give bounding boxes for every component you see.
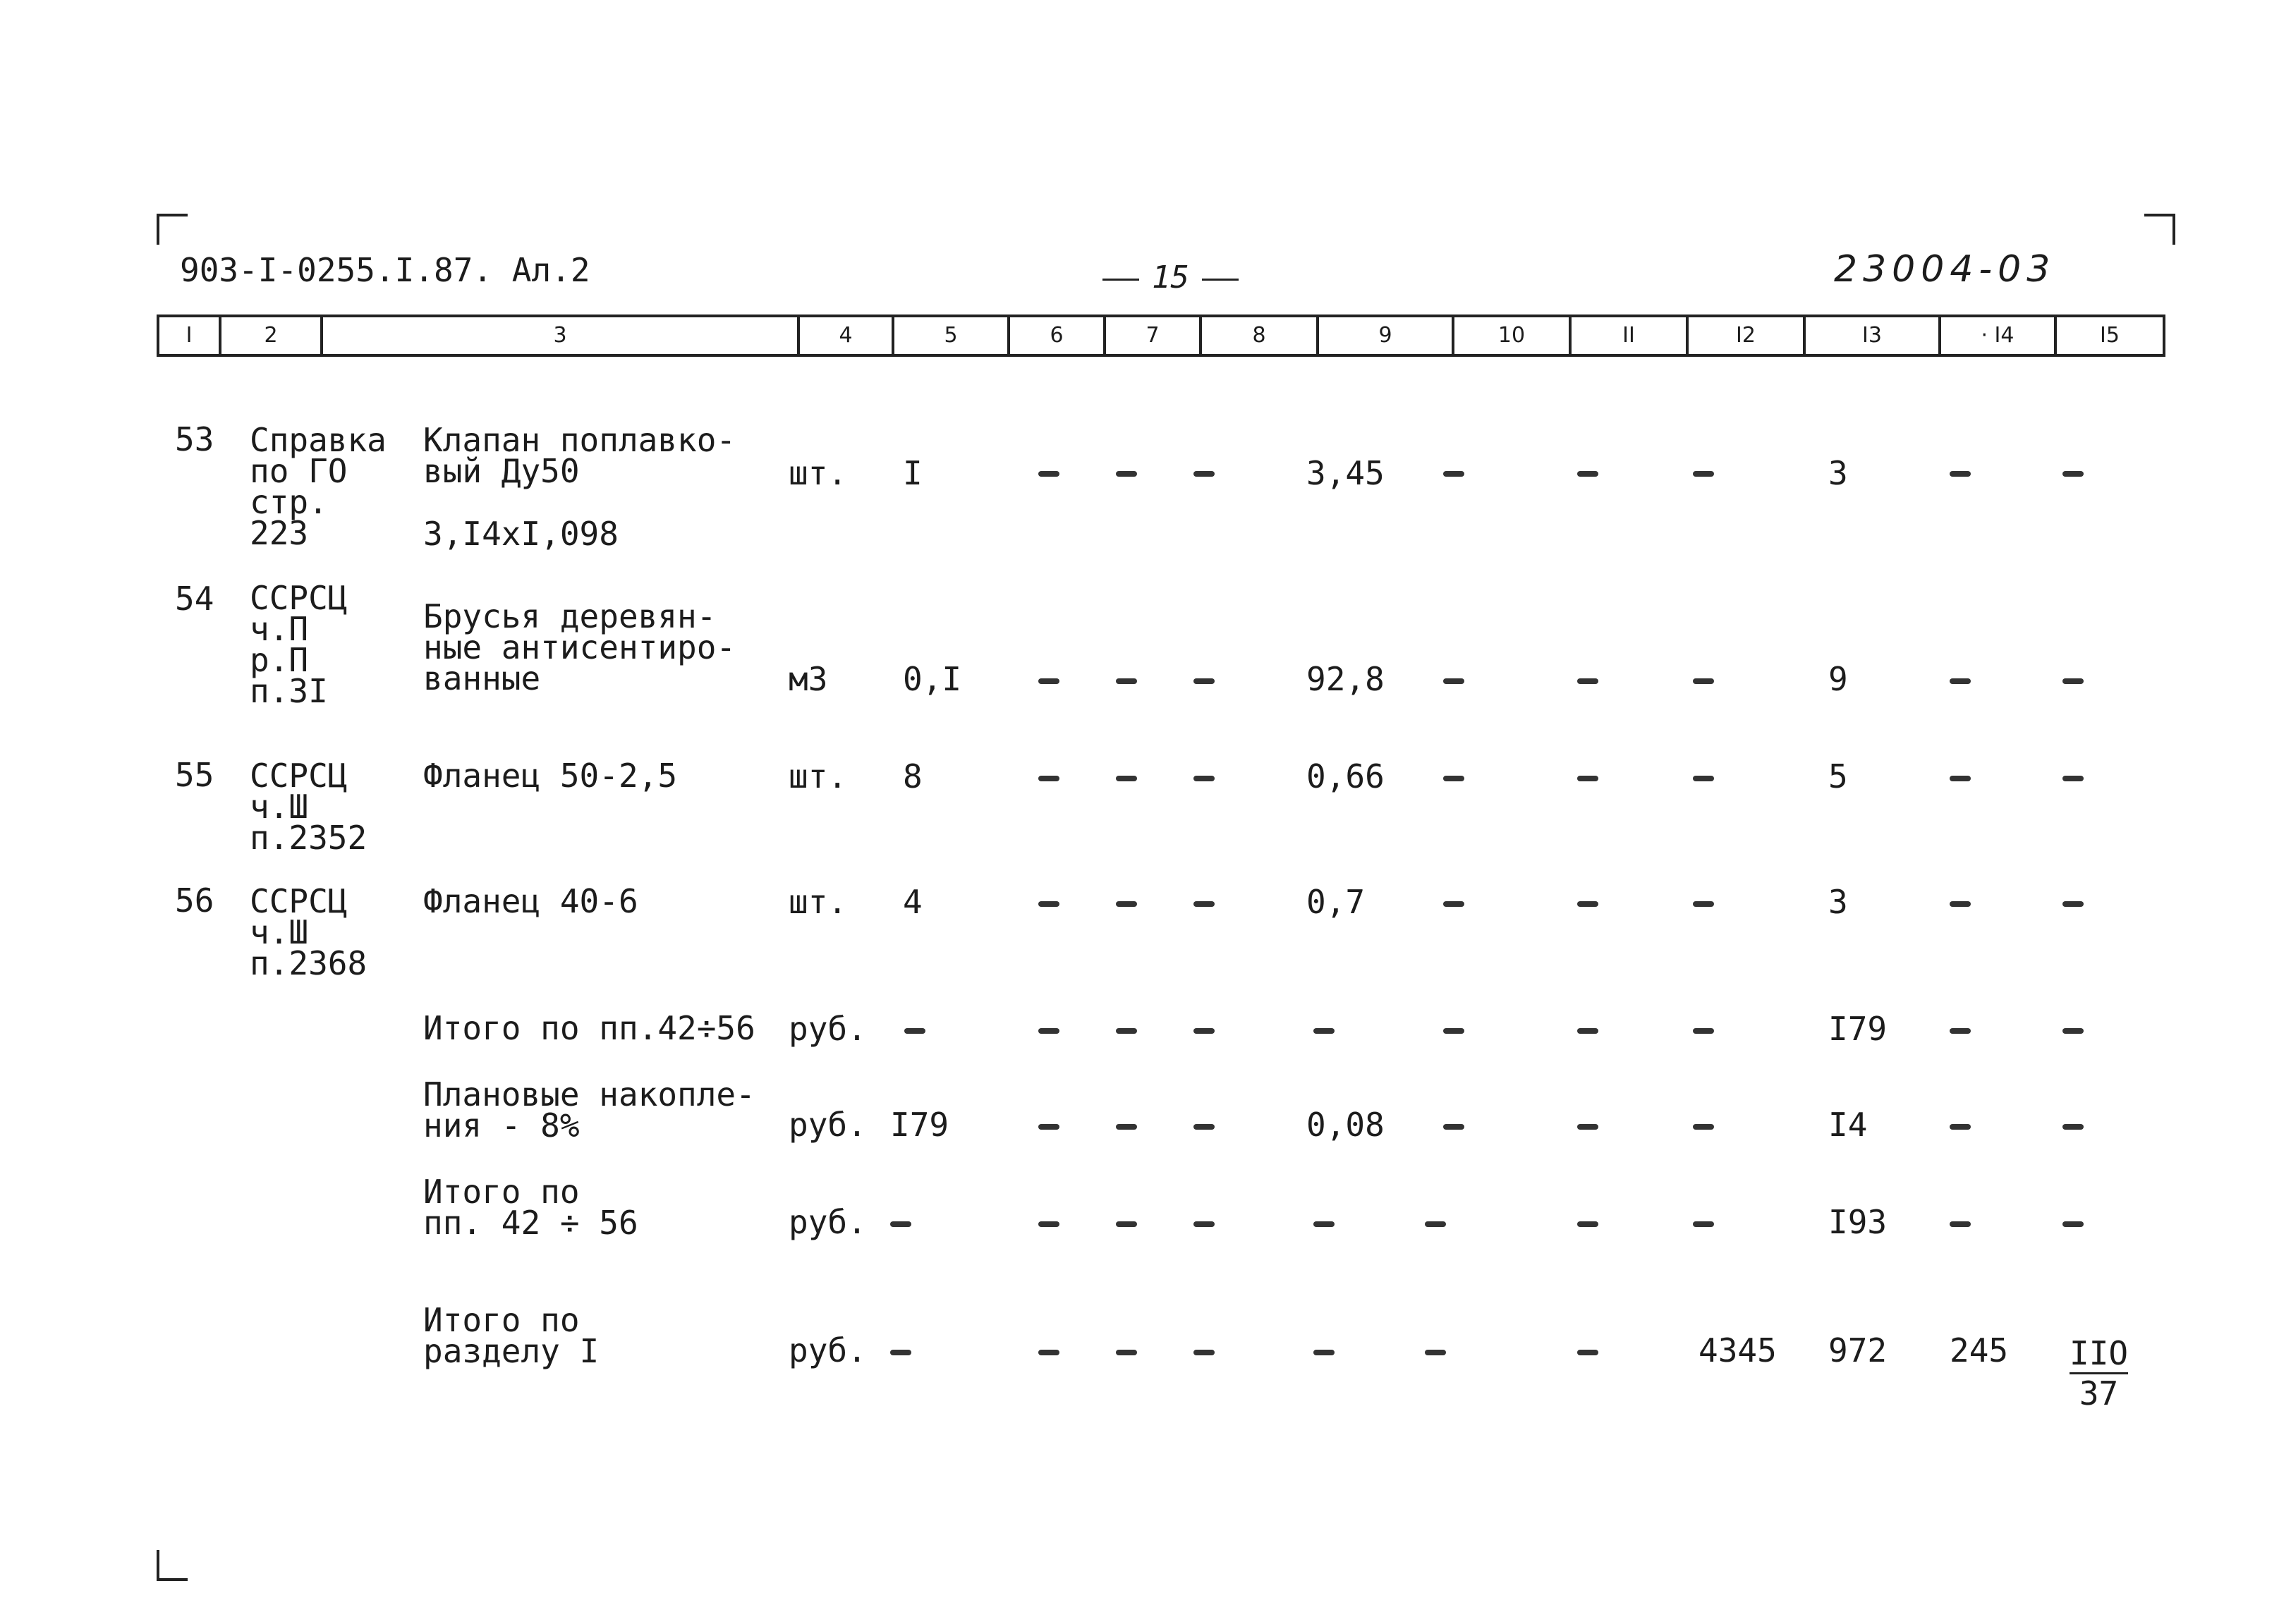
dash bbox=[1038, 776, 1059, 781]
total-col14: 245 bbox=[1950, 1331, 2009, 1369]
row-index: 56 bbox=[175, 881, 214, 920]
dash bbox=[1443, 1028, 1464, 1034]
document-code: 903-I-0255.I.87. Ал.2 bbox=[180, 251, 590, 289]
dash bbox=[1038, 1028, 1059, 1034]
name-line: Итого по bbox=[423, 1173, 580, 1211]
basis-line: 223 bbox=[250, 514, 309, 552]
fraction-numerator: IIO bbox=[2070, 1334, 2128, 1374]
dash bbox=[2062, 776, 2084, 781]
name-line: Итого по bbox=[423, 1301, 580, 1339]
name-line: Брусья деревян- bbox=[423, 597, 717, 635]
column-number: I5 bbox=[2100, 323, 2120, 348]
dash bbox=[1693, 1124, 1714, 1130]
row-unit: м3 bbox=[789, 660, 828, 698]
dash bbox=[1038, 1350, 1059, 1355]
row-unit: шт. bbox=[789, 883, 848, 921]
dash bbox=[890, 1221, 911, 1227]
column-number: 4 bbox=[800, 317, 894, 354]
dash bbox=[1577, 901, 1598, 907]
basis-line: р.П bbox=[250, 641, 309, 679]
basis-line: Справка bbox=[250, 421, 387, 459]
dash bbox=[1950, 678, 1971, 684]
total-name bbox=[423, 1009, 755, 1047]
dash bbox=[1193, 471, 1215, 477]
column-number-strip bbox=[157, 315, 2165, 357]
column-number: 10 bbox=[1454, 317, 1572, 354]
dash bbox=[1693, 776, 1714, 781]
column-number: 5 bbox=[894, 317, 1010, 354]
basis-line: ч.Ш bbox=[250, 913, 309, 951]
dash bbox=[1193, 1124, 1215, 1130]
row-col13: 5 bbox=[1828, 757, 1848, 795]
dash bbox=[1116, 1221, 1137, 1227]
column-number: 3 bbox=[323, 317, 800, 354]
basis-line: п.2352 bbox=[250, 819, 367, 857]
dash bbox=[1443, 1124, 1464, 1130]
dash bbox=[1950, 901, 1971, 907]
row-col9: 92,8 bbox=[1306, 660, 1385, 698]
dash bbox=[1038, 1221, 1059, 1227]
dash bbox=[1577, 1350, 1598, 1355]
row-qty: 0,I bbox=[903, 660, 962, 698]
row-basis bbox=[250, 579, 348, 710]
total-col13: I93 bbox=[1828, 1203, 1888, 1241]
row-col9: 0,66 bbox=[1306, 757, 1385, 795]
dash bbox=[1693, 1028, 1714, 1034]
total-col13: I4 bbox=[1828, 1106, 1868, 1144]
dash bbox=[1116, 901, 1137, 907]
row-col9: 0,7 bbox=[1306, 883, 1366, 921]
dash bbox=[2062, 678, 2084, 684]
name-line: ные антисентиро- bbox=[423, 628, 736, 666]
dash bbox=[1425, 1221, 1446, 1227]
row-col9: 3,45 bbox=[1306, 454, 1385, 492]
dash bbox=[1038, 901, 1059, 907]
corner-mark-top-right bbox=[2144, 214, 2175, 245]
column-number: I3 bbox=[1806, 317, 1941, 354]
row-qty: 8 bbox=[903, 757, 923, 795]
dash bbox=[904, 1028, 925, 1034]
dash bbox=[1950, 1124, 1971, 1130]
row-basis bbox=[250, 421, 387, 552]
fraction-denominator: 37 bbox=[2079, 1374, 2119, 1412]
basis-line: п.3I bbox=[250, 672, 328, 710]
name-line: пп. 42 ÷ 56 bbox=[423, 1204, 638, 1242]
row-name-note: 3,I4xI,098 bbox=[423, 515, 619, 553]
name-line: Фланец 40-6 bbox=[423, 882, 638, 920]
total-name bbox=[423, 1301, 600, 1370]
total-qty: I79 bbox=[890, 1106, 949, 1144]
basis-line: п.2368 bbox=[250, 944, 367, 982]
dash bbox=[1577, 471, 1598, 477]
row-col13: 3 bbox=[1828, 454, 1848, 492]
basis-line: по ГО bbox=[250, 452, 348, 490]
dash bbox=[1950, 1028, 1971, 1034]
total-unit: руб. bbox=[789, 1010, 867, 1048]
dash bbox=[1038, 678, 1059, 684]
dash bbox=[1313, 1221, 1335, 1227]
corner-mark-bottom-left bbox=[157, 1550, 188, 1581]
total-name bbox=[423, 1173, 638, 1242]
dash bbox=[2062, 901, 2084, 907]
name-line: ния - 8% bbox=[423, 1106, 580, 1144]
name-line: Клапан поплавко- bbox=[423, 421, 736, 459]
dash bbox=[890, 1350, 911, 1355]
dash bbox=[1116, 776, 1137, 781]
total-name bbox=[423, 1075, 755, 1144]
dash bbox=[1313, 1028, 1335, 1034]
name-line: разделу I bbox=[423, 1332, 600, 1370]
dash bbox=[1693, 678, 1714, 684]
column-number: 8 bbox=[1202, 317, 1319, 354]
dash bbox=[1577, 776, 1598, 781]
column-number: · I4 bbox=[1941, 317, 2057, 354]
dash bbox=[1193, 1028, 1215, 1034]
row-qty: 4 bbox=[903, 883, 923, 921]
dash bbox=[2062, 1221, 2084, 1227]
dash bbox=[2062, 1124, 2084, 1130]
column-number: II bbox=[1572, 317, 1689, 354]
total-col12: 4345 bbox=[1699, 1331, 1777, 1369]
dash bbox=[2062, 471, 2084, 477]
dash bbox=[1116, 1350, 1137, 1355]
dash bbox=[1193, 1350, 1215, 1355]
row-unit: шт. bbox=[789, 454, 848, 492]
dash bbox=[1443, 901, 1464, 907]
dash bbox=[2062, 1028, 2084, 1034]
page-number: 15 bbox=[1090, 260, 1251, 295]
dash bbox=[1193, 776, 1215, 781]
name-line: вый Ду50 bbox=[423, 452, 580, 490]
dash bbox=[1193, 1221, 1215, 1227]
row-name bbox=[423, 597, 736, 697]
dash bbox=[1193, 901, 1215, 907]
total-col13: I79 bbox=[1828, 1010, 1888, 1048]
name-line: Плановые накопле- bbox=[423, 1075, 755, 1113]
total-unit: руб. bbox=[789, 1331, 867, 1369]
column-number: I2 bbox=[1689, 317, 1806, 354]
dash bbox=[1693, 1221, 1714, 1227]
dash bbox=[1693, 901, 1714, 907]
row-basis bbox=[250, 882, 367, 982]
row-name bbox=[423, 757, 678, 795]
row-index: 54 bbox=[175, 580, 214, 618]
dash bbox=[1313, 1350, 1335, 1355]
dash bbox=[1577, 1124, 1598, 1130]
row-name bbox=[423, 882, 638, 920]
total-col15-fraction bbox=[2070, 1334, 2128, 1412]
row-index: 53 bbox=[175, 420, 214, 458]
total-col13: 972 bbox=[1828, 1331, 1888, 1369]
dash bbox=[1577, 678, 1598, 684]
name-line: Фланец 50-2,5 bbox=[423, 757, 678, 795]
dash bbox=[1425, 1350, 1446, 1355]
dash bbox=[1443, 471, 1464, 477]
basis-line: ССРСЦ bbox=[250, 882, 348, 920]
column-number: 6 bbox=[1010, 317, 1106, 354]
row-col13: 3 bbox=[1828, 883, 1848, 921]
name-line: ванные bbox=[423, 659, 541, 697]
dash bbox=[1693, 471, 1714, 477]
column-number: I bbox=[159, 317, 221, 354]
basis-line: ч.Ш bbox=[250, 788, 309, 826]
dash bbox=[1038, 471, 1059, 477]
row-qty: I bbox=[903, 454, 923, 492]
dash bbox=[1443, 678, 1464, 684]
basis-line: ч.П bbox=[250, 610, 309, 648]
dash bbox=[1116, 1028, 1137, 1034]
basis-line: ССРСЦ bbox=[250, 757, 348, 795]
dash bbox=[1116, 1124, 1137, 1130]
column-number: 9 bbox=[1319, 317, 1454, 354]
row-basis bbox=[250, 757, 367, 857]
dash bbox=[1950, 1221, 1971, 1227]
drawing-number: 23004-03 bbox=[1834, 248, 2056, 291]
dash bbox=[1443, 776, 1464, 781]
total-unit: руб. bbox=[789, 1203, 867, 1241]
column-number: 2 bbox=[221, 317, 323, 354]
corner-mark-top-left bbox=[157, 214, 188, 245]
row-name bbox=[423, 421, 736, 490]
dash bbox=[1577, 1221, 1598, 1227]
dash bbox=[1950, 776, 1971, 781]
row-index: 55 bbox=[175, 756, 214, 794]
dash bbox=[1116, 678, 1137, 684]
dash bbox=[1038, 1124, 1059, 1130]
total-col9: 0,08 bbox=[1306, 1106, 1385, 1144]
dash bbox=[1577, 1028, 1598, 1034]
total-unit: руб. bbox=[789, 1106, 867, 1144]
column-number: 7 bbox=[1106, 317, 1202, 354]
row-col13: 9 bbox=[1828, 660, 1848, 698]
basis-line: стр. bbox=[250, 483, 328, 521]
dash bbox=[1950, 471, 1971, 477]
basis-line: ССРСЦ bbox=[250, 579, 348, 617]
dash bbox=[1116, 471, 1137, 477]
dash bbox=[1193, 678, 1215, 684]
row-unit: шт. bbox=[789, 757, 848, 795]
name-line: Итого по пп.42÷56 bbox=[423, 1009, 755, 1047]
